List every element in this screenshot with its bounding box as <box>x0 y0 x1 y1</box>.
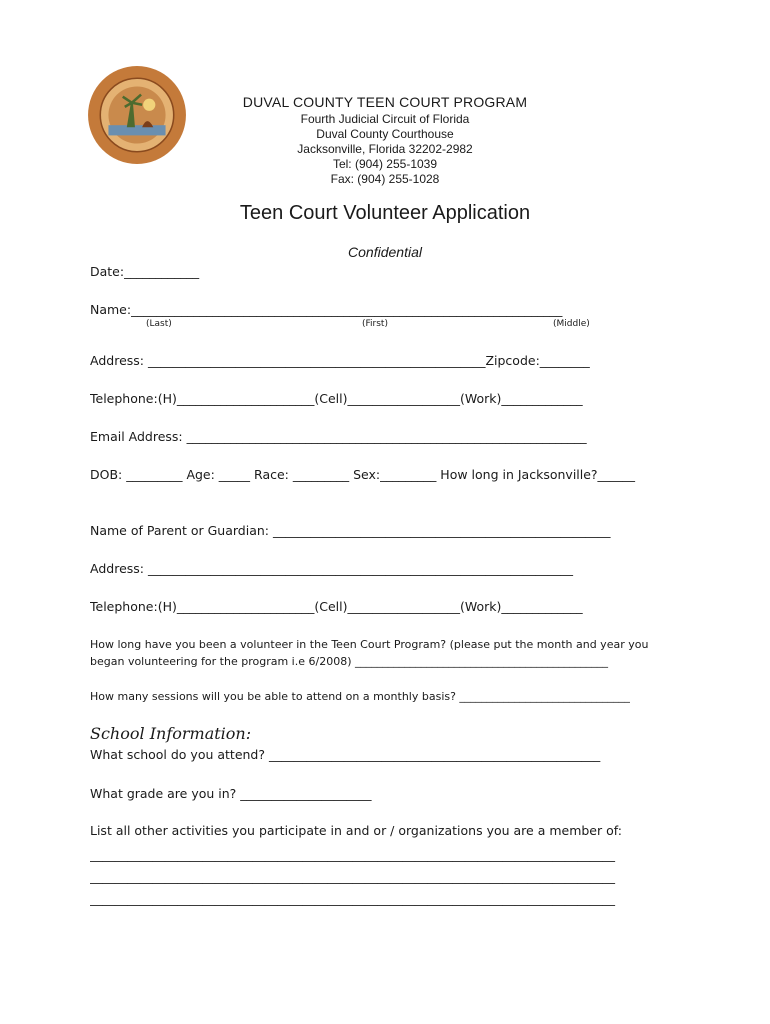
activities-question: List all other activities you participate in and or / organizations you are a member of: <box>90 823 622 838</box>
parent-address-field[interactable]: Address: ____________________________________________________________________ <box>90 561 573 576</box>
header-address-block <box>150 112 620 187</box>
header-line: Fax: (904) 255-1028 <box>330 172 440 186</box>
activities-blank-line[interactable]: ____________________________________________________________________________________ <box>90 847 615 862</box>
confidential-label: Confidential <box>348 244 422 260</box>
school-information-heading: School Information: <box>90 724 252 743</box>
volunteer-start-field[interactable]: began volunteering for the program i.e 6/2008) ______________________________________________ <box>90 655 608 668</box>
activities-blank-line[interactable]: ____________________________________________________________________________________ <box>90 891 615 906</box>
school-field[interactable]: What school do you attend? _____________________________________________________ <box>90 747 601 762</box>
activities-blank-line[interactable]: ____________________________________________________________________________________ <box>90 869 615 884</box>
header-line: Fourth Judicial Circuit of Florida <box>300 112 470 126</box>
middle-name-label: (Middle) <box>553 319 590 329</box>
program-title: DUVAL COUNTY TEEN COURT PROGRAM <box>242 94 528 110</box>
parent-guardian-field[interactable]: Name of Parent or Guardian: ______________________________________________________ <box>90 523 611 538</box>
first-name-label: (First) <box>362 319 388 329</box>
volunteer-duration-question: How long have you been a volunteer in the Teen Court Program? (please put the month and year you <box>90 638 649 651</box>
header-line: Duval County Courthouse <box>316 127 454 141</box>
parent-telephone-field[interactable]: Telephone:(H)______________________(Cell)__________________(Work)_____________ <box>90 599 583 614</box>
grade-field[interactable]: What grade are you in? _____________________ <box>90 786 372 801</box>
last-name-label: (Last) <box>146 319 172 329</box>
email-field[interactable]: Email Address: ________________________________________________________________ <box>90 429 587 444</box>
dob-age-race-sex-field[interactable]: DOB: _________ Age: _____ Race: _________ Sex:_________ How long in Jacksonville?______ <box>90 467 636 482</box>
date-field[interactable]: Date:____________ <box>90 264 200 279</box>
header-line: Tel: (904) 255-1039 <box>332 157 438 171</box>
address-field[interactable]: Address: ______________________________________________________Zipcode:________ <box>90 353 590 368</box>
header-line: Jacksonville, Florida 32202-2982 <box>297 142 473 156</box>
telephone-field[interactable]: Telephone:(H)______________________(Cell)__________________(Work)_____________ <box>90 391 583 406</box>
name-field[interactable]: Name:_____________________________________________________________________ <box>90 302 563 317</box>
form-title: Teen Court Volunteer Application <box>239 202 531 224</box>
sessions-per-month-field[interactable]: How many sessions will you be able to attend on a monthly basis? _______________________________ <box>90 690 630 703</box>
